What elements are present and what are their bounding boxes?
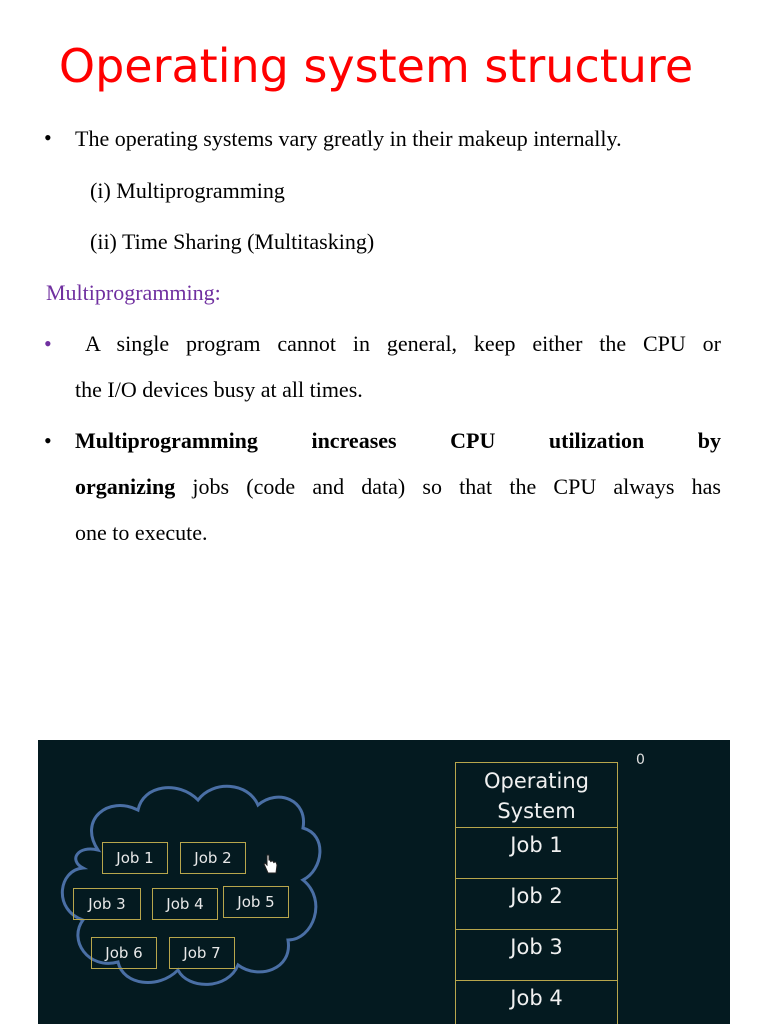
bullet2-line3: one to execute. [75,520,208,545]
memory-address-zero: 0 [636,752,645,768]
pool-job-2: Job 2 [180,842,246,874]
bullet-dot: • [44,428,52,453]
intro-text: The operating systems vary greatly in their makeup internally. [75,126,622,151]
pool-job-6: Job 6 [91,937,157,969]
memory-block-os: Operating System [455,762,618,828]
memory-block-job-4: Job 4 [455,980,618,1024]
memory-block-job-2: Job 2 [455,878,618,930]
memory-block-job-3: Job 3 [455,929,618,981]
bullet2-rest2: jobs (code and data) so that the CPU always has [192,474,721,499]
bullet1-line1 [75,330,721,358]
bullet-dot: • [44,331,52,356]
page-title: Operating system structure [58,39,694,93]
bullet2-bold2: organizing [75,474,176,499]
pool-job-1: Job 1 [102,842,168,874]
pool-job-3: Job 3 [73,888,141,920]
memory-block-job-1: Job 1 [455,827,618,879]
bullet1-line1-text: A single program cannot in general, keep either the CPU or [85,331,721,356]
pool-job-7: Job 7 [169,937,235,969]
intro-item-2: (ii) Time Sharing (Multitasking) [90,229,375,254]
bullet1-line2: the I/O devices busy at all times. [75,377,363,402]
bullet-dot: • [44,125,52,150]
bullet2-line1 [75,427,721,455]
bullet2-bold1: Multiprogramming increases CPU utilization by [75,428,721,453]
job-pool-cloud [38,740,730,1024]
pool-job-4: Job 4 [152,888,218,920]
intro-item-1: (i) Multiprogramming [90,178,285,203]
bullet2-line2 [75,473,721,501]
multiprogramming-diagram [38,740,730,1024]
hand-pointer-icon [261,853,279,875]
section-heading: Multiprogramming: [46,280,221,305]
pool-job-5: Job 5 [223,886,289,918]
